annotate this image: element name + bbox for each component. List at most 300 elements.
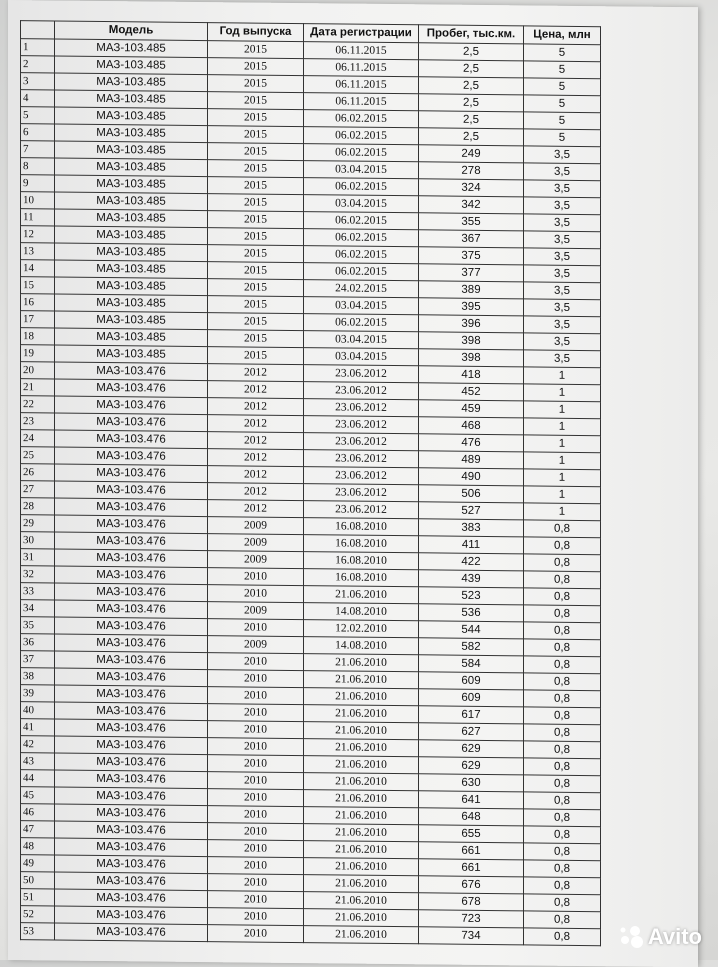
year-cell: 2012 (208, 364, 304, 382)
model-cell: МАЗ-103.476 (55, 481, 208, 500)
model-cell: МАЗ-103.476 (55, 430, 208, 449)
year-cell: 2009 (208, 534, 304, 552)
mileage-cell: 536 (419, 604, 524, 622)
mileage-cell: 648 (419, 808, 524, 826)
model-cell: МАЗ-103.485 (55, 39, 208, 58)
year-cell: 2010 (208, 619, 304, 637)
year-cell: 2015 (208, 92, 304, 110)
year-cell: 2010 (208, 857, 304, 875)
registration-date-cell: 06.11.2015 (304, 42, 419, 60)
mileage-cell: 468 (419, 417, 524, 435)
row-index: 26 (21, 464, 55, 481)
price-cell: 3,5 (524, 163, 601, 181)
price-cell: 1 (524, 367, 601, 385)
model-cell: МАЗ-103.476 (55, 498, 208, 517)
year-cell: 2010 (208, 806, 304, 824)
year-cell: 2012 (208, 466, 304, 484)
row-index: 15 (21, 277, 55, 294)
row-index: 9 (21, 175, 55, 192)
mileage-cell: 2,5 (419, 43, 524, 61)
registration-date-cell: 14.08.2010 (304, 637, 419, 655)
year-cell: 2015 (208, 109, 304, 127)
registration-date-cell: 06.02.2015 (304, 178, 419, 196)
row-index: 8 (21, 158, 55, 175)
mileage-cell: 723 (419, 910, 524, 928)
price-cell: 0,8 (524, 605, 601, 623)
registration-date-cell: 12.02.2010 (304, 620, 419, 638)
year-cell: 2015 (208, 58, 304, 76)
price-cell: 5 (524, 112, 601, 130)
price-cell: 3,5 (524, 146, 601, 164)
model-cell: МАЗ-103.476 (55, 889, 208, 908)
mileage-cell: 489 (419, 451, 524, 469)
price-cell: 0,8 (524, 758, 601, 776)
model-cell: МАЗ-103.485 (55, 260, 208, 279)
price-cell: 0,8 (524, 724, 601, 742)
row-index: 45 (21, 787, 55, 804)
year-cell: 2015 (208, 296, 304, 314)
registration-date-cell: 21.06.2010 (304, 705, 419, 723)
year-cell: 2015 (208, 245, 304, 263)
row-index: 36 (21, 634, 55, 651)
mileage-cell: 377 (419, 264, 524, 282)
row-index: 38 (21, 668, 55, 685)
year-cell: 2015 (208, 279, 304, 297)
year-cell: 2015 (208, 313, 304, 331)
model-cell: МАЗ-103.485 (55, 294, 208, 313)
model-cell: МАЗ-103.476 (55, 600, 208, 619)
row-index: 43 (21, 753, 55, 770)
year-cell: 2015 (208, 41, 304, 59)
registration-date-cell: 21.06.2010 (304, 824, 419, 842)
row-index: 19 (21, 345, 55, 362)
row-index: 21 (21, 379, 55, 396)
mileage-cell: 278 (419, 162, 524, 180)
row-index: 32 (21, 566, 55, 583)
row-index: 46 (21, 804, 55, 821)
mileage-cell: 661 (419, 842, 524, 860)
mileage-cell: 582 (419, 638, 524, 656)
registration-date-cell: 21.06.2010 (304, 926, 419, 944)
year-cell: 2015 (208, 126, 304, 144)
row-index: 48 (21, 838, 55, 855)
model-cell: МАЗ-103.485 (55, 277, 208, 296)
registration-date-cell: 23.06.2012 (304, 399, 419, 417)
price-cell: 3,5 (524, 299, 601, 317)
mileage-cell: 584 (419, 655, 524, 673)
registration-date-cell: 23.06.2012 (304, 365, 419, 383)
mileage-cell: 678 (419, 893, 524, 911)
mileage-cell: 375 (419, 247, 524, 265)
registration-date-cell: 21.06.2010 (304, 841, 419, 859)
model-cell: МАЗ-103.476 (55, 804, 208, 823)
mileage-cell: 395 (419, 298, 524, 316)
model-cell: МАЗ-103.485 (55, 328, 208, 347)
mileage-cell: 490 (419, 468, 524, 486)
mileage-cell: 523 (419, 587, 524, 605)
registration-date-cell: 21.06.2010 (304, 807, 419, 825)
row-index: 37 (21, 651, 55, 668)
year-cell: 2010 (208, 721, 304, 739)
model-cell: МАЗ-103.476 (55, 906, 208, 925)
row-index: 39 (21, 685, 55, 702)
mileage-cell: 452 (419, 383, 524, 401)
price-cell: 0,8 (524, 622, 601, 640)
registration-date-cell: 21.06.2010 (304, 790, 419, 808)
year-cell: 2012 (208, 500, 304, 518)
price-cell: 1 (524, 503, 601, 521)
year-cell: 2012 (208, 398, 304, 416)
model-cell: МАЗ-103.476 (55, 583, 208, 602)
year-cell: 2012 (208, 432, 304, 450)
model-cell: МАЗ-103.485 (55, 158, 208, 177)
price-cell: 0,8 (524, 911, 601, 929)
mileage-cell: 355 (419, 213, 524, 231)
mileage-cell: 2,5 (419, 128, 524, 146)
row-index: 14 (21, 260, 55, 277)
avito-watermark (618, 924, 702, 950)
model-cell: МАЗ-103.476 (55, 651, 208, 670)
row-index: 10 (21, 192, 55, 209)
price-cell: 0,8 (524, 537, 601, 555)
year-cell: 2015 (208, 75, 304, 93)
registration-date-cell: 06.02.2015 (304, 144, 419, 162)
price-cell: 0,8 (524, 639, 601, 657)
model-cell: МАЗ-103.476 (55, 719, 208, 738)
row-index: 28 (21, 498, 55, 515)
registration-date-cell: 23.06.2012 (304, 382, 419, 400)
avito-dots-icon (618, 925, 644, 949)
price-cell: 3,5 (524, 197, 601, 215)
registration-date-cell: 06.11.2015 (304, 76, 419, 94)
model-cell: МАЗ-103.476 (55, 736, 208, 755)
row-index: 31 (21, 549, 55, 566)
price-cell: 0,8 (524, 775, 601, 793)
mileage-cell: 655 (419, 825, 524, 843)
price-cell: 3,5 (524, 231, 601, 249)
registration-date-cell: 06.02.2015 (304, 263, 419, 281)
model-cell: МАЗ-103.476 (55, 838, 208, 857)
price-cell: 1 (524, 469, 601, 487)
row-index: 5 (21, 107, 55, 124)
model-cell: МАЗ-103.485 (55, 311, 208, 330)
mileage-cell: 411 (419, 536, 524, 554)
year-cell: 2010 (208, 755, 304, 773)
mileage-cell: 617 (419, 706, 524, 724)
registration-date-cell: 16.08.2010 (304, 569, 419, 587)
model-cell: МАЗ-103.485 (55, 243, 208, 262)
price-cell: 1 (524, 418, 601, 436)
model-cell: МАЗ-103.476 (55, 855, 208, 874)
price-cell: 0,8 (524, 877, 601, 895)
registration-date-cell: 23.06.2012 (304, 450, 419, 468)
price-cell: 5 (524, 78, 601, 96)
price-cell: 0,8 (524, 826, 601, 844)
registration-date-cell: 03.04.2015 (304, 348, 419, 366)
mileage-cell: 527 (419, 502, 524, 520)
year-cell: 2012 (208, 381, 304, 399)
registration-date-cell: 21.06.2010 (304, 739, 419, 757)
model-cell: МАЗ-103.476 (55, 617, 208, 636)
registration-date-cell: 06.02.2015 (304, 127, 419, 145)
registration-date-cell: 21.06.2010 (304, 773, 419, 791)
price-cell: 3,5 (524, 316, 601, 334)
registration-date-cell: 24.02.2015 (304, 280, 419, 298)
row-index: 2 (21, 56, 55, 73)
year-cell: 2009 (208, 551, 304, 569)
registration-date-cell: 03.04.2015 (304, 331, 419, 349)
row-index: 16 (21, 294, 55, 311)
row-index: 40 (21, 702, 55, 719)
registration-date-cell: 21.06.2010 (304, 671, 419, 689)
registration-date-cell: 21.06.2010 (304, 858, 419, 876)
mileage-cell: 396 (419, 315, 524, 333)
registration-date-cell: 23.06.2012 (304, 484, 419, 502)
price-cell: 3,5 (524, 265, 601, 283)
model-cell: МАЗ-103.476 (55, 923, 208, 942)
registration-date-cell: 16.08.2010 (304, 535, 419, 553)
price-cell: 3,5 (524, 248, 601, 266)
model-cell: МАЗ-103.476 (55, 396, 208, 415)
mileage-cell: 609 (419, 672, 524, 690)
mileage-cell: 398 (419, 349, 524, 367)
bus-listing-table (20, 20, 601, 946)
header-registration-date: Дата регистрации (304, 24, 419, 43)
row-index: 11 (21, 209, 55, 226)
price-cell: 0,8 (524, 741, 601, 759)
registration-date-cell: 06.02.2015 (304, 314, 419, 332)
price-cell: 1 (524, 401, 601, 419)
mileage-cell: 2,5 (419, 77, 524, 95)
row-index: 52 (21, 906, 55, 923)
row-index: 51 (21, 889, 55, 906)
row-index: 30 (21, 532, 55, 549)
year-cell: 2010 (208, 925, 304, 943)
mileage-cell: 439 (419, 570, 524, 588)
mileage-cell: 383 (419, 519, 524, 537)
year-cell: 2010 (208, 823, 304, 841)
price-cell: 3,5 (524, 350, 601, 368)
model-cell: МАЗ-103.476 (55, 702, 208, 721)
model-cell: МАЗ-103.476 (55, 872, 208, 891)
price-cell: 0,8 (524, 520, 601, 538)
mileage-cell: 676 (419, 876, 524, 894)
registration-date-cell: 21.06.2010 (304, 892, 419, 910)
year-cell: 2010 (208, 585, 304, 603)
mileage-cell: 422 (419, 553, 524, 571)
registration-date-cell: 14.08.2010 (304, 603, 419, 621)
price-cell: 0,8 (524, 809, 601, 827)
model-cell: МАЗ-103.485 (55, 209, 208, 228)
registration-date-cell: 06.11.2015 (304, 93, 419, 111)
table-body (21, 39, 601, 946)
registration-date-cell: 06.02.2015 (304, 110, 419, 128)
model-cell: МАЗ-103.476 (55, 379, 208, 398)
price-cell: 1 (524, 435, 601, 453)
model-cell: МАЗ-103.476 (55, 447, 208, 466)
header-price: Цена, млн (524, 26, 601, 45)
mileage-cell: 476 (419, 434, 524, 452)
row-index: 24 (21, 430, 55, 447)
paper-sheet (8, 0, 698, 967)
price-cell: 3,5 (524, 333, 601, 351)
registration-date-cell: 06.11.2015 (304, 59, 419, 77)
price-cell: 5 (524, 129, 601, 147)
year-cell: 2010 (208, 908, 304, 926)
year-cell: 2010 (208, 738, 304, 756)
registration-date-cell: 06.02.2015 (304, 212, 419, 230)
row-index: 42 (21, 736, 55, 753)
model-cell: МАЗ-103.485 (55, 175, 208, 194)
model-cell: МАЗ-103.485 (55, 107, 208, 126)
registration-date-cell: 21.06.2010 (304, 586, 419, 604)
year-cell: 2010 (208, 653, 304, 671)
price-cell: 0,8 (524, 656, 601, 674)
model-cell: МАЗ-103.476 (55, 668, 208, 687)
year-cell: 2010 (208, 568, 304, 586)
mileage-cell: 609 (419, 689, 524, 707)
model-cell: МАЗ-103.485 (55, 345, 208, 364)
year-cell: 2015 (208, 211, 304, 229)
price-cell: 3,5 (524, 282, 601, 300)
watermark-text: Avito (647, 924, 702, 949)
price-cell: 0,8 (524, 894, 601, 912)
price-cell: 0,8 (524, 571, 601, 589)
year-cell: 2015 (208, 160, 304, 178)
year-cell: 2010 (208, 891, 304, 909)
row-index: 44 (21, 770, 55, 787)
model-cell: МАЗ-103.476 (55, 821, 208, 840)
mileage-cell: 367 (419, 230, 524, 248)
mileage-cell: 630 (419, 774, 524, 792)
registration-date-cell: 21.06.2010 (304, 909, 419, 927)
mileage-cell: 629 (419, 757, 524, 775)
price-cell: 0,8 (524, 860, 601, 878)
registration-date-cell: 23.06.2012 (304, 433, 419, 451)
row-index: 34 (21, 600, 55, 617)
model-cell: МАЗ-103.476 (55, 464, 208, 483)
year-cell: 2010 (208, 704, 304, 722)
registration-date-cell: 03.04.2015 (304, 161, 419, 179)
row-index: 20 (21, 362, 55, 379)
model-cell: МАЗ-103.485 (55, 226, 208, 245)
mileage-cell: 661 (419, 859, 524, 877)
row-index: 22 (21, 396, 55, 413)
price-cell: 1 (524, 452, 601, 470)
year-cell: 2015 (208, 262, 304, 280)
registration-date-cell: 21.06.2010 (304, 654, 419, 672)
model-cell: МАЗ-103.485 (55, 192, 208, 211)
model-cell: МАЗ-103.476 (55, 685, 208, 704)
mileage-cell: 459 (419, 400, 524, 418)
year-cell: 2010 (208, 874, 304, 892)
mileage-cell: 734 (419, 927, 524, 945)
row-index: 17 (21, 311, 55, 328)
price-cell: 5 (524, 44, 601, 62)
row-index: 23 (21, 413, 55, 430)
model-cell: МАЗ-103.476 (55, 566, 208, 585)
price-cell: 3,5 (524, 214, 601, 232)
registration-date-cell: 06.02.2015 (304, 246, 419, 264)
row-index: 33 (21, 583, 55, 600)
model-cell: МАЗ-103.485 (55, 141, 208, 160)
price-cell: 1 (524, 384, 601, 402)
price-cell: 0,8 (524, 690, 601, 708)
price-cell: 0,8 (524, 707, 601, 725)
row-index: 3 (21, 73, 55, 90)
registration-date-cell: 16.08.2010 (304, 552, 419, 570)
row-index: 49 (21, 855, 55, 872)
model-cell: МАЗ-103.485 (55, 124, 208, 143)
year-cell: 2010 (208, 840, 304, 858)
year-cell: 2009 (208, 517, 304, 535)
registration-date-cell: 16.08.2010 (304, 518, 419, 536)
registration-date-cell: 03.04.2015 (304, 195, 419, 213)
row-index: 53 (21, 923, 55, 940)
registration-date-cell: 23.06.2012 (304, 467, 419, 485)
mileage-cell: 641 (419, 791, 524, 809)
year-cell: 2009 (208, 602, 304, 620)
model-cell: МАЗ-103.476 (55, 549, 208, 568)
registration-date-cell: 21.06.2010 (304, 688, 419, 706)
model-cell: МАЗ-103.476 (55, 413, 208, 432)
row-index: 35 (21, 617, 55, 634)
model-cell: МАЗ-103.476 (55, 515, 208, 534)
year-cell: 2012 (208, 483, 304, 501)
registration-date-cell: 23.06.2012 (304, 501, 419, 519)
model-cell: МАЗ-103.476 (55, 770, 208, 789)
price-cell: 3,5 (524, 180, 601, 198)
model-cell: МАЗ-103.476 (55, 634, 208, 653)
header-model: Модель (55, 21, 208, 41)
registration-date-cell: 23.06.2012 (304, 416, 419, 434)
price-cell: 0,8 (524, 588, 601, 606)
mileage-cell: 398 (419, 332, 524, 350)
model-cell: МАЗ-103.476 (55, 532, 208, 551)
row-index: 18 (21, 328, 55, 345)
price-cell: 0,8 (524, 843, 601, 861)
mileage-cell: 324 (419, 179, 524, 197)
year-cell: 2015 (208, 330, 304, 348)
row-index: 7 (21, 141, 55, 158)
year-cell: 2012 (208, 449, 304, 467)
registration-date-cell: 21.06.2010 (304, 756, 419, 774)
model-cell: МАЗ-103.476 (55, 753, 208, 772)
price-cell: 0,8 (524, 554, 601, 572)
year-cell: 2015 (208, 143, 304, 161)
year-cell: 2009 (208, 636, 304, 654)
row-index: 27 (21, 481, 55, 498)
mileage-cell: 506 (419, 485, 524, 503)
year-cell: 2015 (208, 228, 304, 246)
mileage-cell: 2,5 (419, 60, 524, 78)
year-cell: 2010 (208, 687, 304, 705)
mileage-cell: 342 (419, 196, 524, 214)
price-cell: 5 (524, 95, 601, 113)
mileage-cell: 2,5 (419, 94, 524, 112)
mileage-cell: 2,5 (419, 111, 524, 129)
model-cell: МАЗ-103.485 (55, 73, 208, 92)
price-cell: 0,8 (524, 792, 601, 810)
model-cell: МАЗ-103.476 (55, 362, 208, 381)
price-cell: 5 (524, 61, 601, 79)
mileage-cell: 629 (419, 740, 524, 758)
mileage-cell: 627 (419, 723, 524, 741)
year-cell: 2010 (208, 789, 304, 807)
row-index: 12 (21, 226, 55, 243)
model-cell: МАЗ-103.485 (55, 90, 208, 109)
row-index: 6 (21, 124, 55, 141)
